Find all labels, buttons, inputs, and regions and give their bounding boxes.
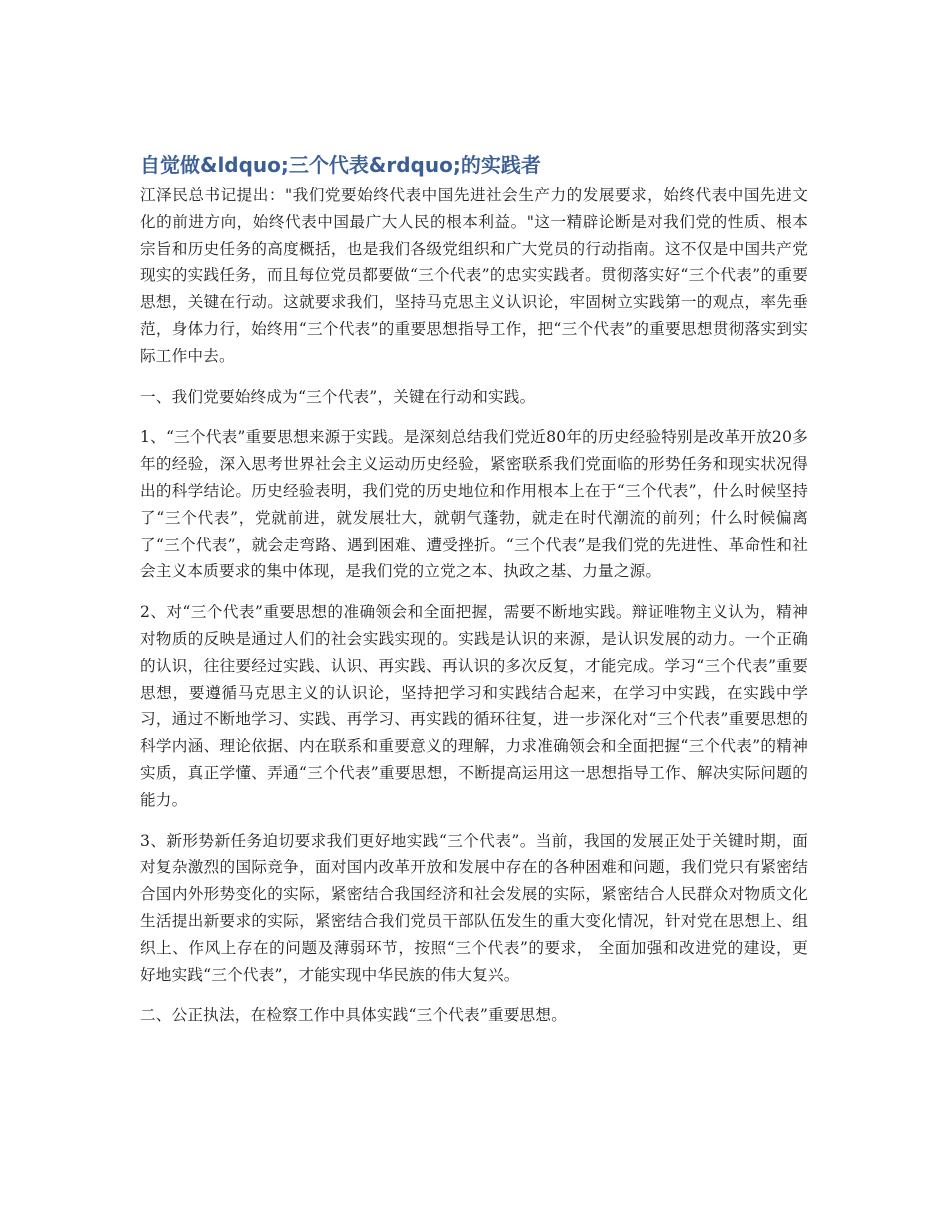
point-one-paragraph: 1、“三个代表”重要思想来源于实践。是深刻总结我们党近80年的历史经验特别是改革开放20多年的经验，深入思考世界社会主义运动历史经验，紧密联系我们党面临的形势任务和现实状况得出的科学结论。历史经验表明，我们党的历史地位和作用根本上在于“三个代表”，什么时候坚持了“三个代表”，党就前进，就发展壮大，就朝气蓬勃，就走在时代潮流的前列；什么时候偏离了“三个代表”，就会走弯路、遇到困难、遭受挫折。“三个代表”是我们党的先进性、革命性和社会主义本质要求的集中体现，是我们党的立党之本、执政之基、力量之源。 [140, 428, 808, 581]
document-page [140, 150, 808, 1043]
point-three-paragraph: 3、新形势新任务迫切要求我们更好地实践“三个代表”。当前，我国的发展正处于关键时期，面对复杂激烈的国际竞争，面对国内改革开放和发展中存在的各种困难和问题，我们党只有紧密结合国内外形势变化的实际，紧密结合我国经济和社会发展的实际，紧密结合人民群众对物质文化生活提出新要求的实际，紧密结合我们党员干部队伍发生的重大变化情况，针对党在思想上、组织上、作风上存在的问题及薄弱环节，按照“三个代表”的要求， 全面加强和改进党的建设，更好地实践“三个代表”，才能实现中华民族的伟大复兴。 [140, 831, 808, 984]
intro-paragraph: 江泽民总书记提出："我们党要始终代表中国先进社会生产力的发展要求，始终代表中国先进文化的前进方向，始终代表中国最广大人民的根本利益。"这一精辟论断是对我们党的性质、根本宗旨和历史任务的高度概括，也是我们各级党组织和广大党员的行动指南。这不仅是中国共产党现实的实践任务，而且每位党员都要做“三个代表”的忠实实践者。贯彻落实好“三个代表”的重要思想，关键在行动。这就要求我们，坚持马克思主义认识论，牢固树立实践第一的观点，率先垂范，身体力行，始终用“三个代表”的重要思想指导工作，把“三个代表”的重要思想贯彻落实到实际工作中去。 [140, 186, 808, 365]
section-heading-one: 一、我们党要始终成为“三个代表”，关键在行动和实践。 [140, 387, 536, 406]
section-heading-two: 二、公正执法，在检察工作中具体实践“三个代表”重要思想。 [140, 1006, 567, 1025]
point-two-paragraph: 2、对“三个代表”重要思想的准确领会和全面把握，需要不断地实践。辩证唯物主义认为，精神对物质的反映是通过人们的社会实践实现的。实践是认识的来源，是认识发展的动力。一个正确的认识，往往要经过实践、认识、再实践、再认识的多次反复，才能完成。学习“三个代表”重要思想，要遵循马克思主义的认识论，坚持把学习和实践结合起来，在学习中实践，在实践中学习，通过不断地学习、实践、再学习、再实践的循环往复，进一步深化对“三个代表”重要思想的科学内涵、理论依据、内在联系和重要意义的理解，力求准确领会和全面把握“三个代表”的精神实质，真正学懂、弄通“三个代表”重要思想，不断提高运用这一思想指导工作、解决实际问题的能力。 [140, 603, 808, 809]
document-title: 自觉做&ldquo;三个代表&rdquo;的实践者 [140, 153, 541, 177]
